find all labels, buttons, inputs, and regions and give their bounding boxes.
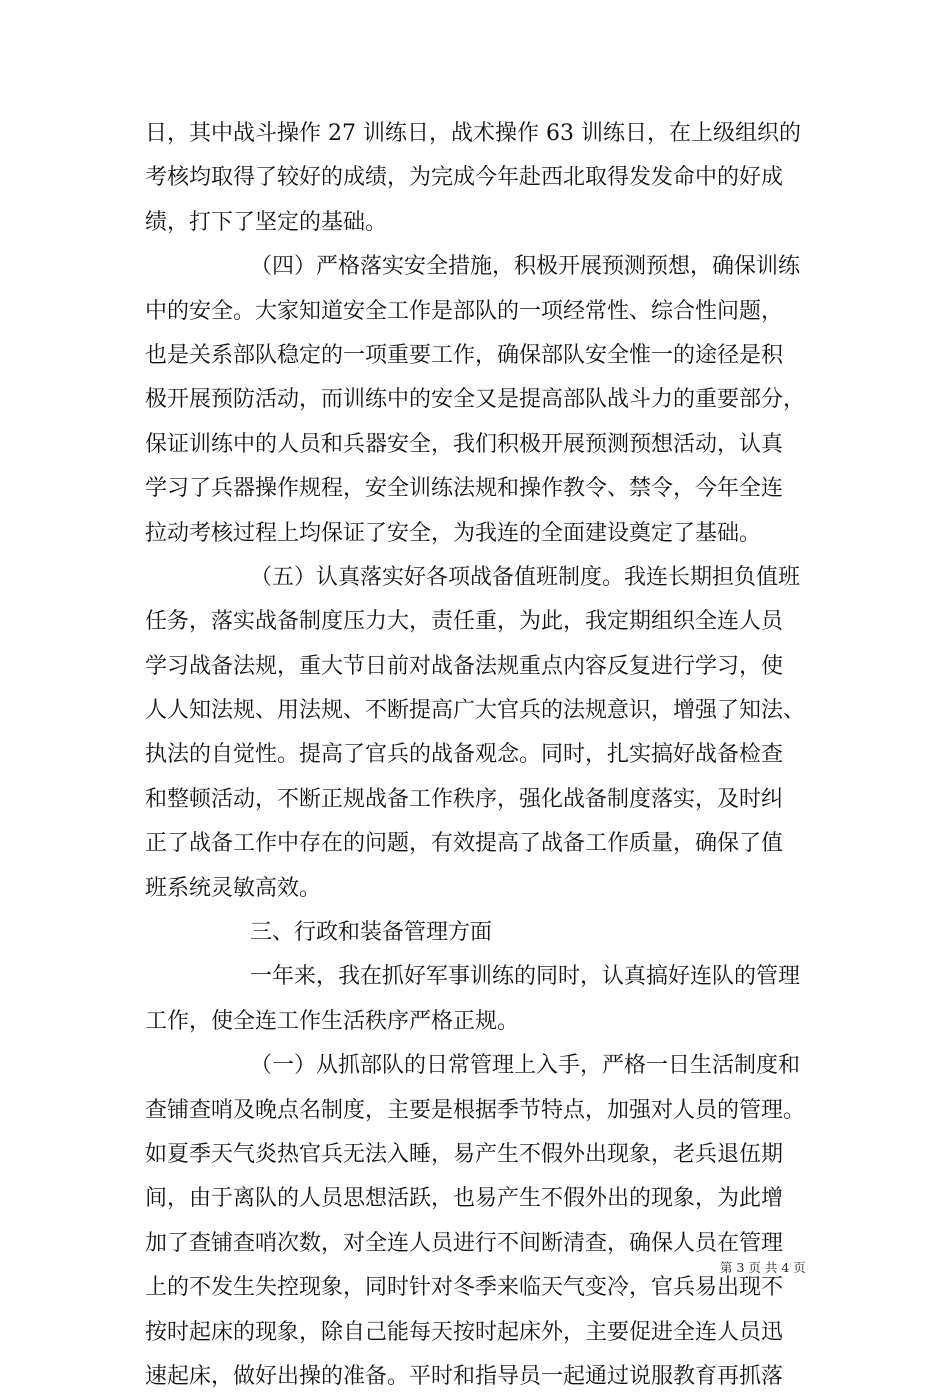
text-line: 速起床，做好出操的准备。平时和指导员一起通过说服教育再抓落 [145, 1363, 784, 1389]
text-line: （五）认真落实好各项战备值班制度。我连长期担负值班 [250, 564, 801, 590]
text-line: 中的安全。大家知道安全工作是部队的一项经常性、综合性问题， [145, 298, 784, 324]
text-line: 一年来，我在抓好军事训练的同时，认真搞好连队的管理 [250, 964, 801, 990]
body-text [145, 112, 825, 1399]
text-line: （四）严格落实安全措施，积极开展预测预想，确保训练 [250, 254, 801, 280]
text-line: 三、行政和装备管理方面 [250, 920, 493, 946]
text-line: 极开展预防活动，而训练中的安全又是提高部队战斗力的重要部分， [145, 387, 806, 413]
text-line: 人人知法规、用法规、不断提高广大官兵的法规意识，增强了知法、 [145, 698, 806, 724]
text-line: 考核均取得了较好的成绩，为完成今年赴西北取得发发命中的好成 [145, 165, 784, 191]
text-line: 工作，使全连工作生活秩序严格正规。 [145, 1008, 520, 1034]
text-line: 学习了兵器操作规程，安全训练法规和操作教令、禁令，今年全连 [145, 476, 784, 502]
text-line: 任务，落实战备制度压力大，责任重，为此，我定期组织全连人员 [145, 609, 784, 635]
text-line: 执法的自觉性。提高了官兵的战备观念。同时，扎实搞好战备检查 [145, 742, 784, 768]
text-line: 如夏季天气炎热官兵无法入睡，易产生不假外出现象，老兵退伍期 [145, 1141, 784, 1167]
text-line: 加了查铺查哨次数，对全连人员进行不间断清查，确保人员在管理 [145, 1230, 784, 1256]
text-line: 查铺查哨及晚点名制度，主要是根据季节特点，加强对人员的管理。 [145, 1097, 806, 1123]
text-line: 正了战备工作中存在的问题，有效提高了战备工作质量，确保了值 [145, 831, 784, 857]
text-line: 按时起床的现象，除自己能每天按时起床外，主要促进全连人员迅 [145, 1319, 784, 1345]
text-line: 日，其中战斗操作 27 训练日，战术操作 63 训练日，在上级组织的 [145, 121, 801, 146]
text-line: 间，由于离队的人员思想活跃，也易产生不假外出的现象，为此增 [145, 1186, 784, 1212]
text-line: 班系统灵敏高效。 [145, 875, 322, 901]
text-line: 学习战备法规，重大节日前对战备法规重点内容反复进行学习，使 [145, 653, 784, 679]
text-line: 也是关系部队稳定的一项重要工作，确保部队安全惟一的途径是积 [145, 342, 784, 368]
text-line: 拉动考核过程上均保证了安全，为我连的全面建设奠定了基础。 [145, 520, 762, 546]
text-line: （一）从抓部队的日常管理上入手，严格一日生活制度和 [250, 1053, 801, 1079]
text-line: 绩，打下了坚定的基础。 [145, 209, 388, 235]
text-line: 保证训练中的人员和兵器安全，我们积极开展预测预想活动，认真 [145, 431, 784, 457]
text-line: 和整顿活动，不断正规战备工作秩序，强化战备制度落实，及时纠 [145, 786, 784, 812]
text-line: 上的不发生失控现象，同时针对冬季来临天气变冷，官兵易出现不 [145, 1275, 784, 1301]
page-footer: 第 3 页 共 4 页 [720, 1260, 806, 1275]
